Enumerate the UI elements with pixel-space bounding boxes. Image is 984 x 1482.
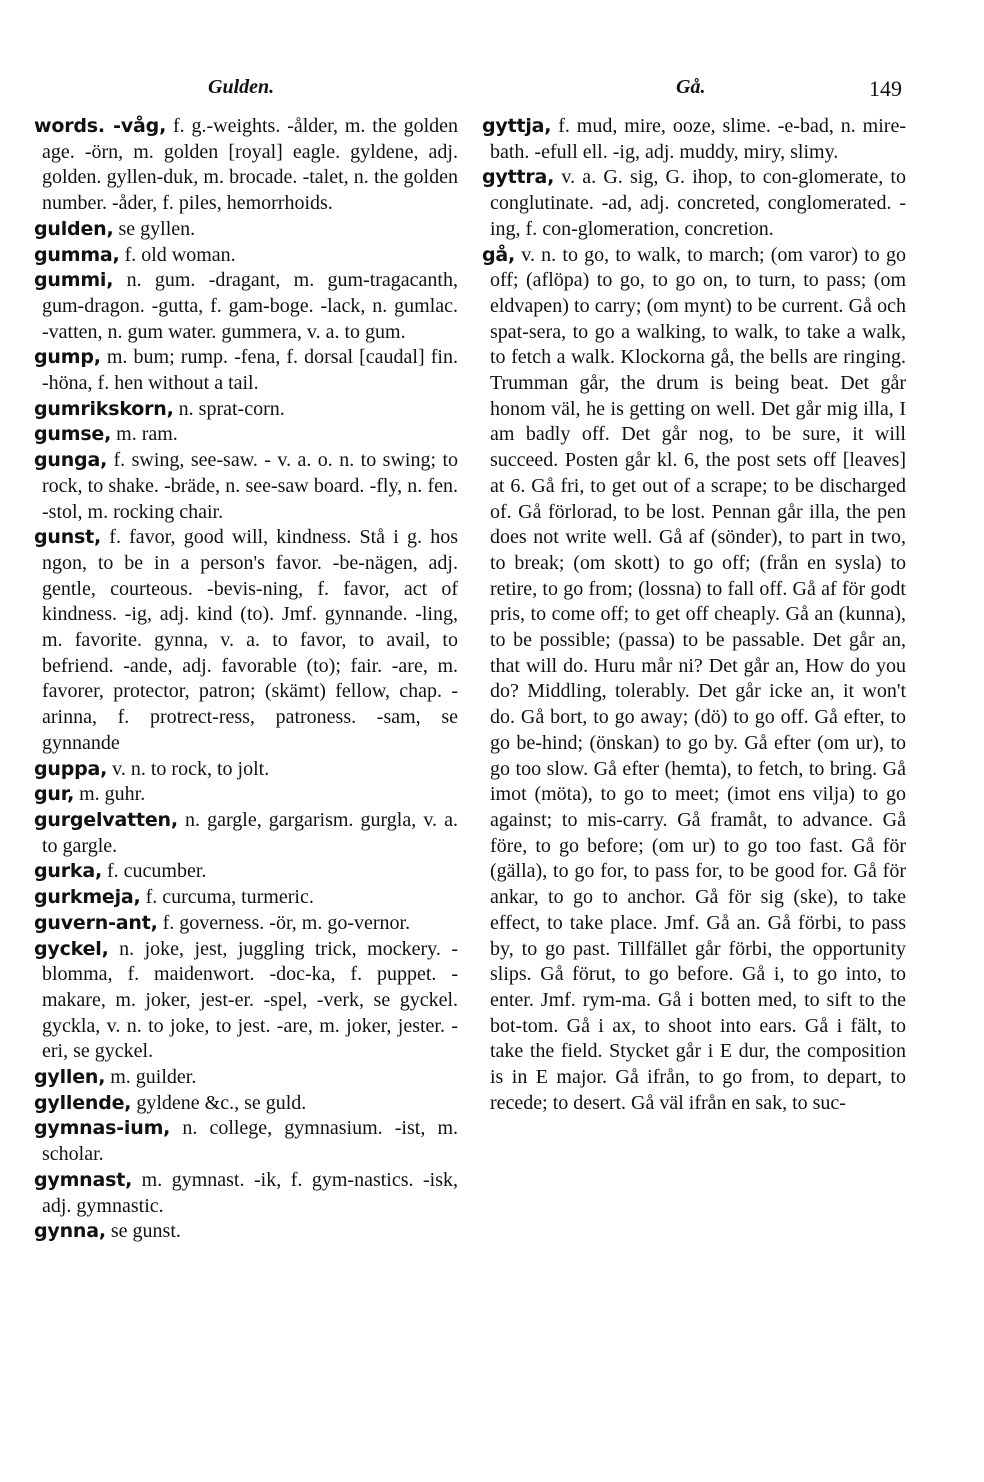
- headword: gyckel,: [34, 937, 109, 960]
- headword: gyllen,: [34, 1066, 106, 1089]
- dictionary-entry: gulden, se gyllen.: [34, 217, 196, 240]
- dictionary-entry: gå, v. n. to go, to walk, to march; (om varor) to go off; (aflöpa) to go, to go on, to turn, to pass; (om eldvapen) to carry; (om mynt) to be current. Gå och spat-sera, to go a walking, to walk, to take a walk, to fetch a walk. Klockorna gå, the bells are ringing. Trumman går, the drum is being beat. Det går honom väl, he is getting on well. Det går mig illa, I am badly off. Det går nog, to be sure, it will succeed. Posten går kl. 6, the post sets off [leaves] at 6. Gå fri, to get out of a scrape; to be discharged of. Gå förlorad, to be lost. Pennan går illa, the pen does not write well. Gå af (sönder), to part in two, to break; (om skott) to go off; (från en sysla) to retire, to go from; (lossna) to fall off. Gå af för godt pris, to come off; to get off cheaply. Gå an (kunna), to be possible; (passa) to be passable. Det går an, that will do. Huru mår ni? Det går an, How do you do? Middling, tolerably. Det går icke an, it won't do. Gå bort, to go away; (dö) to go off. Gå efter, to go be-hind; (önskan) to go by. Gå efter (om ur), to go too slow. Gå efter (hemta), to fetch, to bring. Gå imot (möta), to go to meet; (imot ens vilja) to go against; to mis-carry. Gå framåt, to advance. Gå före, to go before; (om ur) to go too fast. Gå för (gälla), to go for, to pass for, to be good for. Gå för ankar, to go to anchor. Gå för sig (ske), to take effect, to take place. Jmf. Gå an. Gå förbi, to pass by, to go past. Tillfället går förbi, the opportunity slips. Gå förut, to go before. Gå i, to go into, to enter. Jmf. rym-ma. Gå i botten med, to sift to the bot-tom. Gå i ax, to shoot into ears. Gå i fält, to take the field. Stycket går i E dur, the composition is in E major. Gå ifrån, to go from, to depart, to recede; to desert. Gå väl ifrån en sak, to suc-: [482, 243, 906, 1114]
- headword: gymnast,: [34, 1168, 133, 1191]
- dictionary-entry: guppa, v. n. to rock, to jolt.: [34, 757, 270, 780]
- headword: guppa,: [34, 757, 108, 780]
- headword: gyllende,: [34, 1091, 132, 1114]
- headword: gurkmeja,: [34, 886, 141, 909]
- headword: gumse,: [34, 423, 112, 446]
- headword: gunst,: [34, 526, 102, 549]
- headword: gumrikskorn,: [34, 397, 174, 420]
- dictionary-entry: gummi, n. gum. -dragant, m. gum-tragacanth, gum-dragon. -gutta, f. gam-boge. -lack, n. gumlac. -vatten, n. gum water. gummera, v. a. to gum.: [34, 269, 458, 343]
- headword: guvern-ant,: [34, 911, 158, 934]
- dictionary-entry: gyttra, v. a. G. sig, G. ihop, to con-glomerate, to conglutinate. -ad, adj. concreted, conglomerated. -ing, f. con-glomeration, concretion.: [482, 166, 906, 240]
- headword: words. -våg,: [34, 115, 167, 137]
- dictionary-entry: gyllende, gyldene &c., se guld.: [34, 1091, 307, 1114]
- headword: gurka,: [34, 860, 102, 883]
- dictionary-entry: gymnast, m. gymnast. -ik, f. gym-nastics. -isk, adj. gymnastic.: [34, 1168, 458, 1217]
- dictionary-entry: gyckel, n. joke, jest, juggling trick, mockery. -blomma, f. maidenwort. -doc-ka, f. puppet. -makare, m. joker, jest-er. -spel, -verk, se gyckel. gyckla, v. n. to joke, to jest. -are, m. joker, jester. -eri, se gyckel.: [34, 937, 458, 1063]
- dictionary-entry: gumse, m. ram.: [34, 423, 178, 446]
- dictionary-entry: gump, m. bum; rump. -fena, f. dorsal [caudal] fin. -höna, f. hen without a tail.: [34, 346, 458, 395]
- running-head-left: Gulden.: [208, 76, 275, 98]
- headword: gumma,: [34, 243, 120, 266]
- dictionary-entry: words. -våg, f. g.-weights. -ålder, m. the golden age. -örn, m. golden [royal] eagle. gyldene, adj. golden. gyllen-duk, m. brocade. -talet, n. the golden number. -åder, f. piles, hemorrhoids.: [34, 115, 459, 215]
- dictionary-entry: gumma, f. old woman.: [34, 243, 236, 266]
- dictionary-entry: gur, m. guhr.: [34, 783, 146, 806]
- headword: gå,: [482, 243, 516, 266]
- left-column: [34, 114, 458, 1245]
- headword: gyttja,: [482, 115, 552, 137]
- headword: gyttra,: [482, 166, 555, 189]
- headword: gump,: [34, 346, 101, 369]
- dictionary-entry: gyllen, m. guilder.: [34, 1066, 197, 1089]
- dictionary-entry: gurgelvatten, n. gargle, gargarism. gurgla, v. a. to gargle.: [34, 808, 458, 857]
- right-column: [482, 114, 906, 1116]
- headword: gurgelvatten,: [34, 808, 178, 831]
- dictionary-entry: gyttja, f. mud, mire, ooze, slime. -e-bad, n. mire-bath. -efull ell. -ig, adj. muddy, miry, slimy.: [482, 115, 906, 163]
- dictionary-entry: gunga, f. swing, see-saw. - v. a. o. n. to swing; to rock, to shake. -bräde, n. see-saw board. -fly, n. fen. -stol, m. rocking chair.: [34, 449, 458, 523]
- dictionary-entry: gynna, se gunst.: [34, 1220, 181, 1243]
- dictionary-entry: gunst, f. favor, good will, kindness. Stå i g. hos ngon, to be in a person's favor. -be-nägen, adj. gentle, courteous. -bevis-ning, f. favor, act of kindness. -ig, adj. kind (to). Jmf. gynnande. -ling, m. favorite. gynna, v. a. to favor, to avail, to befriend. -ande, adj. favorable (to); fair. -are, m. favorer, protector, patron; (skämt) fellow, chap. -arinna, f. protrect-ress, patroness. -sam, se gynnande: [34, 526, 458, 754]
- headword: gulden,: [34, 217, 114, 240]
- headword: gymnas-ium,: [34, 1117, 171, 1140]
- running-head-center: Gå.: [676, 76, 706, 98]
- dictionary-entry: guvern-ant, f. governess. -ör, m. go-vernor.: [34, 911, 411, 934]
- dictionary-entry: gumrikskorn, n. sprat-corn.: [34, 397, 285, 420]
- page-number: 149: [869, 76, 902, 101]
- dictionary-entry: gurka, f. cucumber.: [34, 860, 207, 883]
- dictionary-entry: gurkmeja, f. curcuma, turmeric.: [34, 886, 314, 909]
- headword: gunga,: [34, 449, 108, 472]
- headword: gur,: [34, 783, 75, 806]
- headword: gynna,: [34, 1220, 106, 1243]
- dictionary-entry: gymnas-ium, n. college, gymnasium. -ist, m. scholar.: [34, 1117, 458, 1166]
- headword: gummi,: [34, 269, 114, 292]
